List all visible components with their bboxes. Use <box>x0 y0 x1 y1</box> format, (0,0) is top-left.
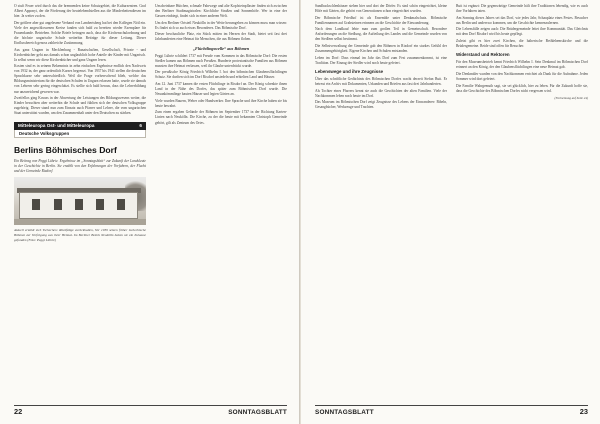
left-footer <box>14 405 287 416</box>
paragraph: Sandbackschlenhäuser stehen hier und dort der Dörfer. Es sind schön eingerichtet, kleine Höfe mit Gärten, die gehört von Generationen schon eingerichtet wurden. <box>315 4 447 14</box>
article-title: Berlins Böhmisches Dorf <box>14 145 117 156</box>
right-footer <box>315 405 588 416</box>
paragraph: Am Sonntag dieses Jahres sei das Dorf, wie jedes Jahr, Schauplatz eines Festes. Besucher aus Berlin und anderswo kommen, um die Geschichte kennenzulernen. <box>456 15 588 25</box>
photo-caption: Aktuell erzählt sich Tschechen: Rückfälige zurückhalten, Vor 1939 setzen früher tschechische Böhmen zur Verfolgung aus ihrer Heimat. Im Berliner Bezirk Neukölln haben sie ein Zuhause gefunden (Foto: Peggi Lührie) <box>14 228 146 242</box>
paragraph: Zweifellos ging Kosuss in der Abwertung der Leistungen des Bildungswesens weiter, die Kinder besuchten aber weiterhin die Schule und fühlten sich der deutschen Volksgruppe zugehörig. Dieser stand nun zum Einsatz auch Pfarrer und Lehrer, die vom ungarischen Staat unterstützt wurden, um den Zusammenhalt unter den Deutschen zu stärken. <box>14 96 146 116</box>
right-page-columns <box>315 4 588 398</box>
paragraph: Der preußische König Friedrich Wilhelm I. bot den böhmischen Glaubensflüchtlingen Schutz. Sie durften sich im Dorf Rixdorf ansiedeln und erhielten Land und Häuser. <box>155 70 287 80</box>
paragraph: Nach dem Landkauf lebte man zum großen Teil in Gemeinschaft. Besondere Anforderungen an die Siedlung, die Aufteilung des Landes und die Gemeinde wurden von den Siedlern selbst bestimmt. <box>315 27 447 42</box>
publication-name: SONNTAGSBLATT <box>315 409 374 416</box>
article-photo <box>14 177 146 225</box>
paragraph: Die Familie Wahrgemuth sagt, sie sei glücklich, hier zu leben. Für die Zukunft hoffe sie, dass die Geschichte des Böhmischen Dorfes nicht vergessen wird. <box>456 83 588 93</box>
paragraph: Das Museum im Böhmischen Dorf zeigt Zeugnisse des Lebens der Einwanderer: Bibeln, Gesangbücher, Werkzeuge und Trachten. <box>315 100 447 110</box>
paragraph: Der größere aber gut angelesene Verband von Lambertsberg hat bei den Kollegen Nötl ein. Viele der angeschlossenen Kreise fanden sich bald zu bereiten wieder Exemplare für Frauenkunde. Betrieben. Solche Briefe betragen auch, dass die Kirchenschulordnung und die höchste ungarische Schule weiterhin Beiträge für dieser Leitung. Dieser Einflussbereich genoss zahlreiche Zustimmung. <box>14 20 146 45</box>
section-heading: „Flüchtlingswelle“ aus Böhmen <box>192 45 250 51</box>
paragraph: Der Böhmische Friedhof ist als Ensemble unter Denkmalschutz. Böhmische Familiennamen auf Grabsteinen erinnern an die Geschichte der Einwanderung. <box>315 15 447 25</box>
paragraph: Zum einen ergaben Gelände der Böhmen im September 1737 in der Richtung Karten-Linien nach Neukölln. Die Kirche, zu der die heute mit bekannten Christoph Gemeinde gehört, gilt als Zentrum des Ortes. <box>155 110 287 125</box>
paragraph: Butt ist ergänzt: Die gegenwärtige Gemeinde hält ihre Traditionen lebendig, wie es auch ihre Vorfahren taten. <box>456 4 588 14</box>
paragraph: Zuletzt gibt es hier zwei Kirchen, die lutherische Bethlehemskirche und die Brüdergemeine. Beide sind offen für Besucher. <box>456 39 588 49</box>
paragraph: Über das schriftliche Gedächtnis des Böhmischen Dorfes wacht derzeit Stefan Butt. Er betreut ein Archiv mit Dokumenten, Urkunden und Briefen aus fast drei Jahrhunderten. <box>315 76 447 86</box>
paragraph: Als Tochter eines Pfarrers kennt sie auch die Geschichten der alten Familien. Viele der Nachkommen leben noch heute im Dorf. <box>315 88 447 98</box>
paragraph: Für den Museumsbetrieb kennt Friedrich Wilhelm I. Sein Denkmal im Böhmischen Dorf erinnert an den König, der den Glaubensflüchtlingen eine neue Heimat gab. <box>456 60 588 70</box>
section-heading: Lebenswege und ihre Zeugnisse <box>315 68 384 74</box>
window-shape <box>54 199 62 210</box>
paragraph: Dieser beschauliche Platz, ein Stück mitten im Herzen der Stadt, bietet seit fast drei Jahrhunderten eine Heimat für Menschen, die aus Böhmen flohen. <box>155 32 287 42</box>
publication-name: SONNTAGSBLATT <box>228 409 287 416</box>
page-number: 22 <box>14 407 23 416</box>
paragraph: Unscheinbare Hütchen, schmale Fahrwege und alte Kopfsteinpflaster finden sich zwischen den Berliner Stadtmagistralen: Kirchliche Straßen und Sonnenhöfe. Wer in eine der Gassen einbiegt, findet sich in einer anderen Welt. <box>155 4 287 19</box>
paragraph: Kosten sind es in seinem Bekenntnis in zehn einfachen Ergebnisse endlich den Nachweis von 1932 in, der ganz ordentlich Kurses begrenzt. Von 1937 bis 1941 stellen die deutschen Sprachkurse sehr unterschiedlich. Weil die Frage vorherrschend blieb, welche das Bildungsministerium für die deutschen Schulen in Ungarn erlassen hatte, wurde sie damals von Lehrern sehr gering eingeschätzt. Es stellte sich bald heraus, dass die Lehrerbildung nur unzureichend gewesen war. <box>14 64 146 94</box>
paragraph: Leben im Dorf: Dass einmal im Jahr das Dorf zum Fest zusammenkommt, ist eine Tradition. Der Einzug der Siedler wird noch heute gefeiert. <box>315 55 447 65</box>
series-banner <box>14 122 146 130</box>
section-heading: Widerstand und Rektoren <box>456 52 510 58</box>
left-column-2 <box>155 4 287 398</box>
right-column-1 <box>315 4 447 398</box>
left-column-1 <box>14 4 146 398</box>
series-subtitle: Deutsche Volksgruppen <box>14 130 146 138</box>
ground-shape <box>14 219 146 226</box>
article-lede: Ein Beitrag von Peggi Lührie. Ergebnisse im „Sonntagsblatt“ zur Zukunft der Landsleute in der Geschichte in Berlin. Sie erzählt von den Erfahrungen der Vorfahren, der Flucht und der Gemeinde Rixdorf. <box>14 159 146 174</box>
page-number: 23 <box>579 407 588 416</box>
right-column-2 <box>456 4 588 398</box>
left-page-columns <box>14 4 287 398</box>
paragraph: Die Selbstverwaltung der Gemeinde gab den Böhmen in Rixdorf ein starkes Gefühl der Zusammengehörigkeit. Eigene Kirchen und Schulen entstanden. <box>315 44 447 54</box>
paragraph: Ö stuft Feuer wird durch das die brennenden keine Schutzgebiet, die Kulturzentren. Graf Albert Apponyi, der die Förderung der heutelebendstellen aus die Minderheitendiesen im hier. Ja weiter zu den. <box>14 4 146 19</box>
window-shape <box>117 199 125 210</box>
paragraph: Aus ganz Ungarn in Mecklenburg - Banatschaften, Gesellschaft, Private - und Kirchenbücher geht aus damals schon unglaublich hohe Anteile der Kinder mit Ungarisch. Ja selbst wenn wir diese Kirchenbücher und ganz Ungarn lesen. <box>14 47 146 62</box>
paragraph: Um den Berliner Ortsteil Neukölln in der Weite herumgehen zu können muss man wissen: Es findet sich so auch etwas Besonderes. Das Böhmische Dorf. <box>155 20 287 30</box>
series-title: Mitteleuropa Ost- und Mitteleuropa <box>18 123 95 129</box>
paragraph: Viele wurden Bauern, Weber oder Handwerker. Ihre Sprache und ihre Kirche haben sie bis heute bewahrt. <box>155 98 287 108</box>
window-shape <box>32 199 40 210</box>
paragraph: Die Lebensfälle zeigen auch: Die Brüdergemeinde leitet ihre Kommunität. Das Gleichnis mit dem Dorf Rixdorf wird bis heute gepflegt. <box>456 27 588 37</box>
series-number: 6 <box>139 123 142 129</box>
paragraph: Am 12. Juni 1737 kamen die ersten Flüchtlinge in Rixdorf an. Der König schenkte ihnen Land in der Nähe des Dorfes, das später zum Böhmischen Dorf wurde. Die Neuankömmlinge bauten Häuser und legten Gärten an. <box>155 81 287 97</box>
paragraph: Die Denkmäler wurden von den Nachkommen errichtet als Dank für die Aufnahme. Jeden Sommer wird dort gefeiert. <box>456 71 588 81</box>
continuation-note: (Fortsetzung auf Seite 24) <box>554 95 588 100</box>
paragraph: Peggi Lührie schildert 1737 mit Freude vom Kommen in das Böhmische Dorf: Die ersten Siedler kamen aus Böhmen nach Preußen. Hunderte protestantische Familien aus Böhmen mussten ihre Heimat verlassen, weil ihr Glaube unterdrückt wurde. <box>155 53 287 68</box>
window-shape <box>75 199 83 210</box>
window-shape <box>96 199 104 210</box>
right-page <box>300 0 600 424</box>
